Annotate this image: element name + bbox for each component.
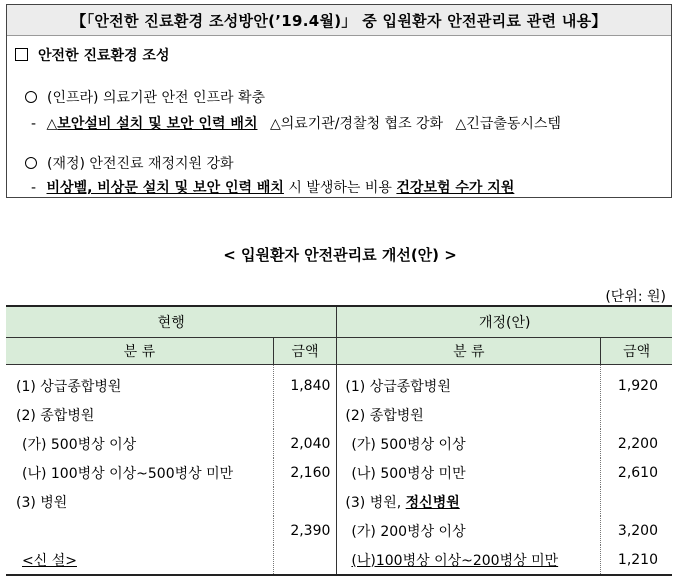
- security-staff-text: 보안설비 설치 및 보안 인력 배치: [57, 116, 258, 132]
- item-finance-detail: [31, 177, 514, 197]
- cur-amount: 1,840: [273, 365, 337, 401]
- cur-amount: 2,040: [273, 429, 337, 458]
- cur-amount: 2,160: [273, 458, 337, 487]
- new-category: (1) 상급종합병원: [337, 365, 601, 401]
- new-category: [337, 487, 601, 516]
- table-row: [6, 429, 672, 458]
- new-category: (가) 500병상 이상: [337, 429, 601, 458]
- cur-category: (3) 병원: [16, 494, 68, 511]
- cost-text: 시 발생하는 비용: [283, 180, 397, 196]
- current-header: 현행: [6, 306, 337, 338]
- item-infra-text: (인프라) 의료기관 안전 인프라 확충: [47, 90, 266, 106]
- safety-plan-box: [6, 4, 672, 198]
- revised-header: 개정(안): [337, 306, 672, 338]
- col-category-revised: 분 류: [337, 338, 601, 365]
- section-title: [15, 45, 169, 65]
- new-amount: [601, 487, 672, 516]
- table-row: [6, 458, 672, 487]
- item-finance-title: [25, 153, 234, 173]
- new-amount: 2,200: [601, 429, 672, 458]
- cur-category: (가) 500병상 이상: [22, 436, 137, 453]
- new-amount: 1,210: [601, 545, 672, 575]
- emergency-system-text: △긴급출동시스템: [455, 116, 561, 132]
- cur-category-new: <신 설>: [6, 545, 273, 575]
- insurance-support-text: 건강보험 수가 지원: [396, 180, 515, 196]
- fee-table: [6, 305, 672, 576]
- table-heading: < 입원환자 안전관리료 개선(안) >: [223, 246, 457, 264]
- new-category: (2) 종합병원: [337, 400, 601, 429]
- section-title-text: 안전한 진료환경 조성: [38, 48, 170, 64]
- new-amount: [601, 400, 672, 429]
- table-row: [6, 545, 672, 575]
- col-category-current: 분 류: [6, 338, 273, 365]
- unit-label: (단위: 원): [605, 289, 666, 305]
- police-cooperation-text: △의료기관/경찰청 협조 강화: [269, 116, 444, 132]
- table-row: [6, 487, 672, 516]
- cur-category: [6, 516, 273, 545]
- table-row: [6, 365, 672, 401]
- box-title: 【「안전한 진료환경 조성방안(’19.4월)」 중 입원환자 안전관리료 관련 내용】: [7, 5, 671, 36]
- table-row: [6, 516, 672, 545]
- cur-amount: [273, 545, 337, 575]
- col-amount-revised: 금액: [601, 338, 672, 365]
- new-amount: 2,610: [601, 458, 672, 487]
- col-amount-current: 금액: [273, 338, 337, 365]
- item-infra-detail: [31, 113, 561, 133]
- circle-bullet-icon: [25, 91, 37, 103]
- new-amount: 3,200: [601, 516, 672, 545]
- dash: -: [31, 116, 37, 132]
- cur-category: (나) 100병상 이상~500병상 미만: [22, 465, 234, 482]
- cur-category: (2) 종합병원: [16, 407, 95, 424]
- triangle-bullet: △: [46, 116, 58, 132]
- circle-bullet-icon: [25, 157, 37, 169]
- square-bullet-icon: [15, 48, 28, 61]
- new-category-added: (나)100병상 이상~200병상 미만: [337, 545, 601, 575]
- new-category: (나) 500병상 미만: [337, 458, 601, 487]
- hospital-label: (3) 병원,: [345, 494, 406, 511]
- table-row: [6, 400, 672, 429]
- cur-amount: [273, 400, 337, 429]
- cur-amount: 2,390: [273, 516, 337, 545]
- item-infra-title: [25, 87, 265, 107]
- new-amount: 1,920: [601, 365, 672, 401]
- item-finance-text: (재정) 안전진료 재정지원 강화: [47, 156, 234, 172]
- alarm-installation-text: 비상벨, 비상문 설치 및 보안 인력 배치: [46, 180, 284, 196]
- psychiatric-hospital-label: 정신병원: [405, 494, 460, 511]
- cur-amount: [273, 487, 337, 516]
- cur-category: (1) 상급종합병원: [16, 378, 122, 395]
- new-category: (가) 200병상 이상: [337, 516, 601, 545]
- dash: -: [31, 180, 37, 196]
